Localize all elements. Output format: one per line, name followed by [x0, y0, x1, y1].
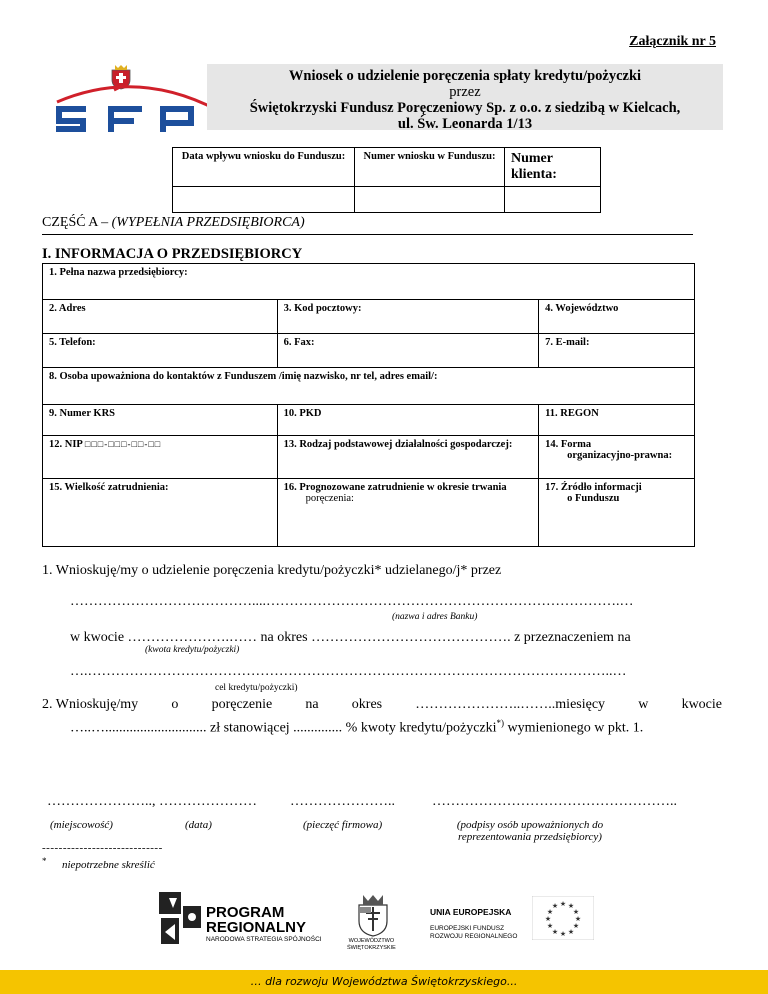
- voivodeship-line-2: ŚWIĘTOKRZYSKIE: [347, 945, 396, 951]
- nip-mask: □□□-□□□-□□-□□: [84, 439, 162, 449]
- intake-table: [172, 147, 601, 213]
- program-text: [206, 905, 322, 944]
- part-a-heading: [42, 215, 305, 231]
- divider: [42, 234, 693, 235]
- svg-text:★: ★: [551, 928, 559, 936]
- field-contact-person[interactable]: 8. Osoba upoważniona do kontaktów z Funduszem /imię nazwisko, nr tel, adres email/:: [43, 368, 695, 405]
- field-full-name[interactable]: 1. Pełna nazwa przedsiębiorcy:: [43, 264, 695, 300]
- stamp-dots[interactable]: …………………..: [290, 794, 395, 809]
- signature-label: [430, 819, 630, 843]
- place-label: (miejscowość): [50, 819, 113, 831]
- forecast-label-2: poręczenia:: [305, 493, 354, 504]
- svg-text:★: ★: [559, 900, 567, 908]
- info-source-label: 17. Źródło informacji: [545, 482, 642, 493]
- amount-note: (kwota kredytu/pożyczki): [145, 645, 240, 655]
- signature-label-1: (podpisy osób upoważnionych do: [456, 819, 604, 831]
- program-line-2: REGIONALNY: [206, 919, 307, 936]
- p2-end: wymienionego w pkt. 1.: [504, 720, 644, 736]
- company-info-table: [42, 263, 695, 547]
- svg-text:★: ★: [559, 930, 567, 938]
- field-phone[interactable]: 5. Telefon:: [43, 334, 278, 368]
- svg-text:★: ★: [546, 908, 554, 916]
- regional-program-icon: [155, 888, 205, 950]
- signature-label-2: reprezentowania przedsiębiorcy): [458, 831, 602, 843]
- p2-g: w: [638, 697, 649, 712]
- field-voivodeship[interactable]: 4. Województwo: [539, 300, 695, 334]
- p2-months[interactable]: …………………..……..miesięcy: [415, 697, 606, 712]
- field-employment[interactable]: 15. Wielkość zatrudnienia:: [43, 479, 278, 547]
- field-regon[interactable]: 11. REGON: [539, 405, 695, 436]
- bank-dots[interactable]: …………………………………....………………………………………………………………….…: [70, 594, 634, 609]
- footnote-rule: -----------------------------: [42, 842, 163, 854]
- svg-text:★: ★: [567, 928, 575, 936]
- field-email[interactable]: 7. E-mail:: [539, 334, 695, 368]
- date-label: (data): [185, 819, 212, 831]
- intake-date-label: Data wpływu wniosku do Funduszu:: [173, 148, 355, 187]
- voivodeship-text: [347, 938, 396, 952]
- purpose-dots[interactable]: ….…………………………………………………………………………………………………..…: [70, 664, 627, 679]
- legal-form-label-2: organizacyjno-prawna:: [567, 450, 673, 461]
- info-source-label-2: o Funduszu: [567, 493, 620, 504]
- eu-line-1: UNIA EUROPEJSKA: [430, 907, 512, 917]
- title-line-1: Wniosek o udzielenie poręczenia spłaty kredytu/pożyczki: [288, 68, 642, 84]
- field-krs[interactable]: 9. Numer KRS: [43, 405, 278, 436]
- footnote-text: niepotrzebne skreślić: [62, 859, 155, 871]
- section-heading: I. INFORMACJA O PRZEDSIĘBIORCY: [42, 246, 303, 262]
- field-address[interactable]: 2. Adres: [43, 300, 278, 334]
- svg-text:★: ★: [567, 902, 575, 910]
- signature-dots[interactable]: ……………………………………………..: [432, 794, 677, 809]
- field-pkd[interactable]: 10. PKD: [277, 405, 539, 436]
- eu-text: [430, 907, 517, 941]
- attachment-number: Załącznik nr 5: [629, 34, 716, 49]
- p2-b: o: [171, 697, 179, 712]
- p2-e: okres: [351, 697, 383, 712]
- field-legal-form[interactable]: [539, 436, 695, 479]
- client-number-label: Numer klienta:: [505, 148, 601, 187]
- field-business-activity[interactable]: 13. Rodzaj podstawowej działalności gospodarczej:: [277, 436, 539, 479]
- paragraph-2: [42, 697, 722, 713]
- footer-banner: … dla rozwoju Województwa Świętokrzyskiego...: [0, 970, 768, 994]
- part-a-note: (WYPEŁNIA PRZEDSIĘBIORCA): [111, 215, 305, 230]
- title-line-4: ul. Św. Leonarda 1/13: [397, 116, 533, 132]
- title-line-3: Świętokrzyski Fundusz Poręczeniowy Sp. z o.o. z siedzibą w Kielcach,: [249, 100, 681, 116]
- footnote-star: *: [42, 856, 47, 866]
- sfp-logo: [52, 80, 222, 134]
- field-fax[interactable]: 6. Fax:: [277, 334, 539, 368]
- voivodeship-crest-icon: [353, 893, 393, 937]
- program-line-1: PROGRAM: [206, 904, 285, 921]
- svg-text:★: ★: [572, 908, 580, 916]
- paragraph-1: 1. Wnioskuję/my o udzielenie poręczenia kredytu/pożyczki* udzielanego/j* przez: [42, 563, 502, 578]
- field-info-source[interactable]: [539, 479, 695, 547]
- stamp-label: (pieczęć firmowa): [303, 819, 383, 831]
- svg-text:★: ★: [551, 902, 559, 910]
- svg-text:★: ★: [572, 922, 580, 930]
- eu-flag-icon: [532, 896, 594, 940]
- eu-line-3: ROZWOJU REGIONALNEGO: [430, 933, 518, 940]
- part-a-prefix: CZĘŚĆ A –: [42, 215, 112, 230]
- p2-h: kwocie: [681, 697, 722, 712]
- forecast-label: 16. Prognozowane zatrudnienie w okresie trwania: [283, 482, 507, 493]
- purpose-note: cel kredytu/pożyczki): [215, 683, 298, 693]
- paragraph-2-line[interactable]: [70, 718, 643, 737]
- field-postal-code[interactable]: 3. Kod pocztowy:: [277, 300, 539, 334]
- intake-number-label: Numer wniosku w Funduszu:: [355, 148, 505, 187]
- p2-c: poręczenie: [211, 697, 273, 712]
- application-title: [207, 64, 723, 130]
- p2-line-text: …..…............................. zł stanowiącej .............. % kwoty kredytu/pożyczki: [70, 720, 497, 736]
- client-number-field[interactable]: [505, 187, 601, 213]
- place-date-dots[interactable]: ………………….., …………………: [47, 794, 257, 809]
- bank-note: (nazwa i adres Banku): [392, 612, 478, 622]
- field-nip[interactable]: [43, 436, 278, 479]
- legal-form-label: 14. Forma: [545, 439, 592, 450]
- amount-line[interactable]: w kwocie ………………….…… na okres ……………………………………. z przeznaczeniem na: [70, 630, 631, 645]
- svg-text:★: ★: [544, 915, 552, 923]
- voivodeship-line-1: WOJEWÓDZTWO: [348, 938, 395, 944]
- eu-line-2: EUROPEJSKI FUNDUSZ: [430, 925, 505, 932]
- p2-a: 2. Wnioskuję/my: [42, 697, 139, 712]
- svg-text:★: ★: [574, 915, 582, 923]
- intake-date-field[interactable]: [173, 187, 355, 213]
- intake-number-field[interactable]: [355, 187, 505, 213]
- program-line-3: NARODOWA STRATEGIA SPÓJNOŚCI: [206, 936, 322, 943]
- nip-label: 12. NIP: [49, 439, 83, 450]
- title-line-2: przez: [449, 84, 481, 100]
- p2-d: na: [305, 697, 319, 712]
- p2-sup: *): [496, 718, 505, 728]
- field-forecast-employment[interactable]: [277, 479, 539, 547]
- svg-text:★: ★: [546, 922, 554, 930]
